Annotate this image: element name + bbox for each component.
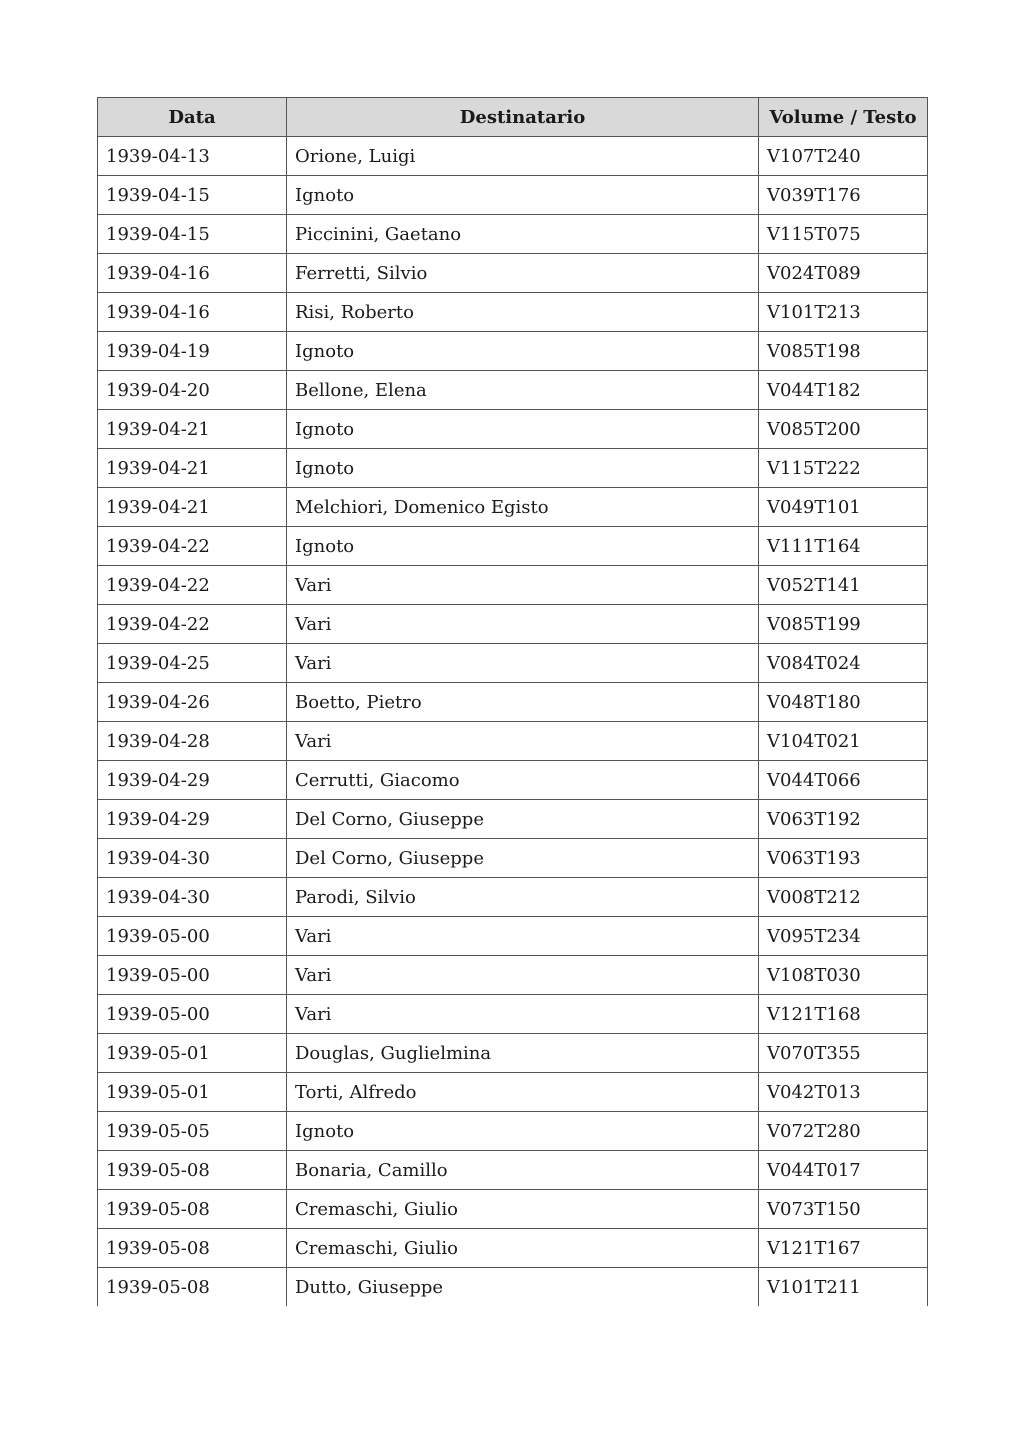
cell-recipient: Orione, Luigi xyxy=(287,137,759,176)
cell-date: 1939-04-21 xyxy=(98,449,287,488)
cell-recipient: Del Corno, Giuseppe xyxy=(287,800,759,839)
cell-volume: V048T180 xyxy=(759,683,928,722)
table-row xyxy=(98,254,928,293)
header-date: Data xyxy=(98,98,287,137)
cell-volume: V049T101 xyxy=(759,488,928,527)
cell-date: 1939-05-08 xyxy=(98,1151,287,1190)
cell-recipient: Ignoto xyxy=(287,176,759,215)
cell-volume: V085T200 xyxy=(759,410,928,449)
cell-date: 1939-04-21 xyxy=(98,410,287,449)
cell-volume: V063T193 xyxy=(759,839,928,878)
table-row xyxy=(98,215,928,254)
table-row xyxy=(98,995,928,1034)
cell-volume: V104T021 xyxy=(759,722,928,761)
cell-date: 1939-04-25 xyxy=(98,644,287,683)
cell-date: 1939-05-01 xyxy=(98,1034,287,1073)
cell-recipient: Vari xyxy=(287,995,759,1034)
cell-date: 1939-05-01 xyxy=(98,1073,287,1112)
cell-recipient: Ignoto xyxy=(287,332,759,371)
table-row xyxy=(98,956,928,995)
table-row xyxy=(98,761,928,800)
cell-volume: V008T212 xyxy=(759,878,928,917)
cell-volume: V024T089 xyxy=(759,254,928,293)
cell-date: 1939-04-13 xyxy=(98,137,287,176)
table-row xyxy=(98,488,928,527)
cell-recipient: Cremaschi, Giulio xyxy=(287,1190,759,1229)
cell-volume: V107T240 xyxy=(759,137,928,176)
cell-volume: V044T066 xyxy=(759,761,928,800)
cell-volume: V073T150 xyxy=(759,1190,928,1229)
cell-recipient: Ignoto xyxy=(287,410,759,449)
cell-date: 1939-04-21 xyxy=(98,488,287,527)
cell-volume: V044T182 xyxy=(759,371,928,410)
table-row xyxy=(98,839,928,878)
table-row xyxy=(98,176,928,215)
cell-recipient: Bonaria, Camillo xyxy=(287,1151,759,1190)
table-row xyxy=(98,371,928,410)
table-row xyxy=(98,293,928,332)
cell-recipient: Torti, Alfredo xyxy=(287,1073,759,1112)
cell-date: 1939-04-22 xyxy=(98,527,287,566)
table-row xyxy=(98,605,928,644)
cell-recipient: Vari xyxy=(287,644,759,683)
cell-volume: V052T141 xyxy=(759,566,928,605)
cell-recipient: Melchiori, Domenico Egisto xyxy=(287,488,759,527)
cell-date: 1939-05-00 xyxy=(98,956,287,995)
cell-date: 1939-05-05 xyxy=(98,1112,287,1151)
cell-volume: V085T198 xyxy=(759,332,928,371)
cell-date: 1939-04-15 xyxy=(98,176,287,215)
cell-date: 1939-04-20 xyxy=(98,371,287,410)
cell-recipient: Vari xyxy=(287,722,759,761)
cell-volume: V115T222 xyxy=(759,449,928,488)
cell-volume: V121T167 xyxy=(759,1229,928,1268)
cell-date: 1939-04-30 xyxy=(98,878,287,917)
cell-date: 1939-04-26 xyxy=(98,683,287,722)
cell-recipient: Vari xyxy=(287,566,759,605)
table-header xyxy=(98,98,928,137)
cell-recipient: Dutto, Giuseppe xyxy=(287,1268,759,1307)
cell-volume: V042T013 xyxy=(759,1073,928,1112)
cell-volume: V115T075 xyxy=(759,215,928,254)
cell-recipient: Risi, Roberto xyxy=(287,293,759,332)
cell-recipient: Boetto, Pietro xyxy=(287,683,759,722)
cell-volume: V072T280 xyxy=(759,1112,928,1151)
cell-date: 1939-04-16 xyxy=(98,254,287,293)
table-row xyxy=(98,1151,928,1190)
cell-volume: V044T017 xyxy=(759,1151,928,1190)
table-row xyxy=(98,527,928,566)
header-row xyxy=(98,98,928,137)
cell-recipient: Cremaschi, Giulio xyxy=(287,1229,759,1268)
table-body xyxy=(98,137,928,1307)
cell-recipient: Parodi, Silvio xyxy=(287,878,759,917)
cell-volume: V111T164 xyxy=(759,527,928,566)
table-row xyxy=(98,722,928,761)
cell-date: 1939-04-19 xyxy=(98,332,287,371)
cell-date: 1939-04-16 xyxy=(98,293,287,332)
cell-date: 1939-05-08 xyxy=(98,1229,287,1268)
cell-recipient: Vari xyxy=(287,956,759,995)
table-row xyxy=(98,1073,928,1112)
cell-recipient: Piccinini, Gaetano xyxy=(287,215,759,254)
cell-recipient: Douglas, Guglielmina xyxy=(287,1034,759,1073)
table-row xyxy=(98,1229,928,1268)
cell-volume: V101T213 xyxy=(759,293,928,332)
table-row xyxy=(98,1034,928,1073)
table-row xyxy=(98,683,928,722)
table-row xyxy=(98,137,928,176)
cell-volume: V070T355 xyxy=(759,1034,928,1073)
cell-volume: V039T176 xyxy=(759,176,928,215)
cell-recipient: Ferretti, Silvio xyxy=(287,254,759,293)
cell-date: 1939-04-28 xyxy=(98,722,287,761)
cell-recipient: Vari xyxy=(287,605,759,644)
letters-table xyxy=(97,97,928,1306)
cell-date: 1939-04-22 xyxy=(98,605,287,644)
cell-recipient: Cerrutti, Giacomo xyxy=(287,761,759,800)
table-row xyxy=(98,1112,928,1151)
table-row xyxy=(98,410,928,449)
table-row xyxy=(98,917,928,956)
cell-recipient: Del Corno, Giuseppe xyxy=(287,839,759,878)
cell-date: 1939-04-29 xyxy=(98,761,287,800)
table-row xyxy=(98,566,928,605)
table-row xyxy=(98,644,928,683)
cell-recipient: Ignoto xyxy=(287,527,759,566)
cell-date: 1939-04-15 xyxy=(98,215,287,254)
cell-volume: V085T199 xyxy=(759,605,928,644)
header-volume: Volume / Testo xyxy=(759,98,928,137)
cell-volume: V084T024 xyxy=(759,644,928,683)
table-row xyxy=(98,449,928,488)
cell-date: 1939-05-08 xyxy=(98,1268,287,1307)
cell-volume: V108T030 xyxy=(759,956,928,995)
cell-volume: V101T211 xyxy=(759,1268,928,1307)
cell-date: 1939-05-08 xyxy=(98,1190,287,1229)
cell-volume: V095T234 xyxy=(759,917,928,956)
cell-date: 1939-05-00 xyxy=(98,917,287,956)
table-row xyxy=(98,1268,928,1307)
cell-date: 1939-04-22 xyxy=(98,566,287,605)
cell-volume: V121T168 xyxy=(759,995,928,1034)
cell-recipient: Ignoto xyxy=(287,449,759,488)
table-row xyxy=(98,1190,928,1229)
header-recipient: Destinatario xyxy=(287,98,759,137)
table-row xyxy=(98,800,928,839)
table-row xyxy=(98,332,928,371)
table-row xyxy=(98,878,928,917)
cell-date: 1939-05-00 xyxy=(98,995,287,1034)
cell-volume: V063T192 xyxy=(759,800,928,839)
cell-recipient: Bellone, Elena xyxy=(287,371,759,410)
cell-recipient: Vari xyxy=(287,917,759,956)
cell-recipient: Ignoto xyxy=(287,1112,759,1151)
cell-date: 1939-04-30 xyxy=(98,839,287,878)
cell-date: 1939-04-29 xyxy=(98,800,287,839)
